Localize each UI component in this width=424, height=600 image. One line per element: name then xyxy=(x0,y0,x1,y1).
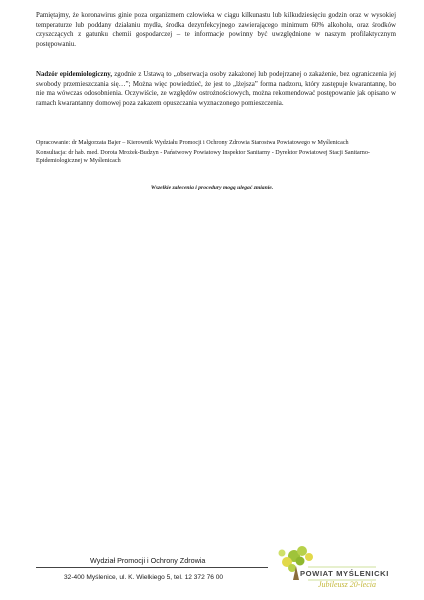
credit-consultation: Konsultacja: dr hab. med. Dorota Mrożek-Budzyn - Państwowy Powiatowy Inspektor Sanitarny - Dyrektor Powiatowej Stacji Sanitarno-Epidemiologicznej w Myślenicach xyxy=(36,149,370,164)
disclaimer-note: Wszelkie zalecenia i procedury mogą ulegać zmianie. xyxy=(150,185,274,191)
paragraph-coronavirus-survival: Pamiętajmy, że koronawirus ginie poza organizmem człowieka w ciągu kilkunastu lub kilkudziesięciu godzin oraz w wysokiej temperaturze lub poddany działaniu mydła, środka dezynfekcyjnego zawierającego minimum 60% alkoholu, oraz środków czyszczących z gatunku chemii gospodarczej – te informacje powinny być uwzględnione w naszym profilaktycznym postępowaniu. xyxy=(36,12,396,49)
footer-address: 32-400 Myślenice, ul. K. Wielkiego 5, tel. 12 372 76 00 xyxy=(64,574,224,581)
credit-prepared-by: Opracowanie: dr Małgorzata Bajer – Kierownik Wydziału Promocji i Ochrony Zdrowia Starostwa Powiatowego w Myślenicach xyxy=(36,140,349,146)
paragraph-epidemiological-supervision xyxy=(36,70,396,109)
footer-divider xyxy=(36,567,268,568)
credits xyxy=(36,139,396,167)
footer-department: Wydział Promocji i Ochrony Zdrowia xyxy=(90,556,206,565)
paragraph-lead-bold: Nadzór epidemiologiczny, xyxy=(36,71,113,78)
logo-subtitle: Jubileusz 20-lecia xyxy=(318,580,376,589)
logo-title: POWIAT MYŚLENICKI xyxy=(300,569,389,578)
paragraph-body: zgodnie z Ustawą to „obserwacja osoby zakażonej lub podejrzanej o zakażenie, bez ograniczenia jej swobody przemieszczania się…”; Można więc powiedzieć, że jest to „lżejsza” forma nadzoru, który zastępuje kwarantannę, bo nie ma wówczas odosobnienia. Oczywiście, ze względów ostrożnościowych, można rekomendować postępowanie jak opisano w ramach kwarantanny domowej poza zakazem opuszczania wyznaczonego pomieszczenia. xyxy=(36,71,396,108)
